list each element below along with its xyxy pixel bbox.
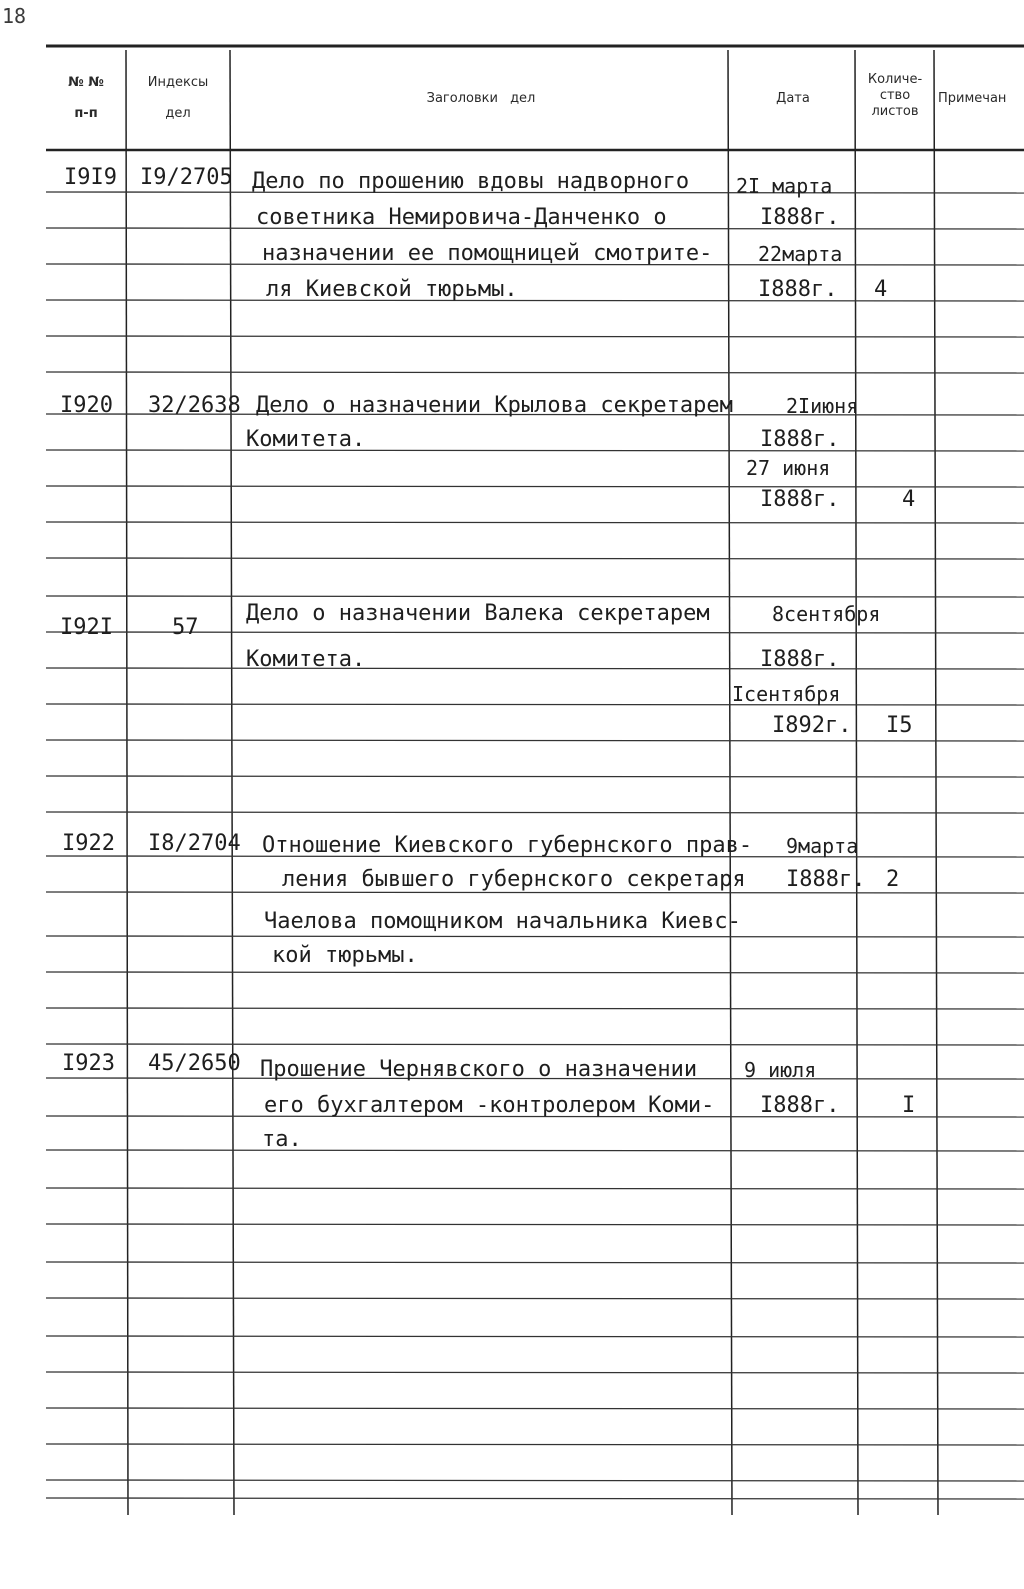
record-4-sheets: 2 [886, 867, 900, 892]
record-2-title-line-2: Комитета. [246, 427, 366, 452]
header-index-line2: дел [165, 106, 191, 121]
record-1-title-line-3: назначении ее помощницей смотрите- [262, 241, 713, 266]
record-4-index: I8/2704 [148, 831, 241, 856]
record-2-num: I920 [60, 393, 113, 418]
row-line [46, 972, 1024, 973]
record-1-date-line-1: 2I марта [736, 174, 833, 198]
record-4-num: I922 [62, 831, 115, 856]
header-note: Примечан [938, 91, 1007, 106]
record-5-sheets: I [902, 1093, 916, 1118]
row-line [46, 1044, 1024, 1045]
record-3-sheets: I5 [886, 713, 913, 738]
record-4-date-line-2: I888г. [786, 867, 866, 892]
record-4-date-line-1: 9марта [786, 834, 859, 858]
row-line [46, 776, 1024, 777]
header-count-line2: ство [879, 88, 911, 103]
record-3-title-line-1: Дело о назначении Валека секретарем [246, 601, 710, 626]
record-4-title-line-4: кой тюрьмы. [272, 943, 418, 968]
record-3-num: I92I [60, 615, 113, 640]
record-1-title-line-4: ля Киевской тюрьмы. [266, 277, 518, 302]
record-1-num: I9I9 [64, 165, 117, 190]
record-1-date-line-2: I888г. [760, 205, 840, 230]
row-line [46, 558, 1024, 559]
record-2-sheets: 4 [902, 487, 916, 512]
row-line [46, 1444, 1024, 1445]
record-5-title-line-3: та. [262, 1127, 302, 1152]
row-line [46, 486, 1024, 487]
record-3-date-line-1: 8сентября [772, 602, 881, 626]
record-5-index: 45/2650 [148, 1051, 241, 1076]
record-4-title-line-3: Чаелова помощником начальника Киевс- [264, 909, 741, 934]
record-4-title-line-2: ления бывшего губернского секретаря [282, 867, 746, 892]
record-3-title-line-2: Комитета. [246, 647, 366, 672]
record-1-title-line-1: Дело по прошению вдовы надворного [252, 169, 690, 194]
header-num-line2: п-п [74, 106, 98, 121]
record-5-title-line-2: его бухгалтером -контролером Коми- [264, 1093, 715, 1118]
record-3-date-line-3: Iсентября [732, 682, 841, 706]
record-1-sheets: 4 [874, 277, 888, 302]
row-line [46, 1298, 1024, 1299]
row-line [46, 668, 1024, 669]
record-5-title-line-1: Прошение Чернявского о назначении [260, 1057, 698, 1082]
header-num [56, 74, 116, 122]
row-line [46, 522, 1024, 523]
header-count-line3: листов [871, 104, 919, 119]
record-2-index: 32/2638 [148, 393, 241, 418]
header-index [130, 74, 226, 122]
record-2-date-line-1: 2Iиюня [786, 394, 859, 418]
row-line [46, 372, 1024, 373]
record-3-date-line-2: I888г. [760, 647, 840, 672]
record-4-title-line-1: Отношение Киевского губернского прав- [262, 833, 753, 858]
row-line [46, 1480, 1024, 1481]
row-line [46, 596, 1024, 597]
row-line [46, 704, 1024, 705]
row-line [46, 1336, 1024, 1337]
row-line [46, 1224, 1024, 1225]
row-line [46, 1188, 1024, 1189]
record-2-date-line-3: 27 июня [746, 456, 831, 480]
header-num-line1: № № [68, 75, 104, 90]
record-2-title-line-1: Дело о назначении Крылова секретарем [256, 393, 733, 418]
record-3-index: 57 [172, 615, 199, 640]
row-line [46, 1008, 1024, 1009]
row-line [46, 892, 1024, 893]
record-1-title-line-2: советника Немировича-Данченко о [256, 205, 667, 230]
row-line [46, 336, 1024, 337]
row-line [46, 936, 1024, 937]
record-1-index: I9/2705 [140, 165, 233, 190]
header-index-line1: Индексы [147, 75, 209, 90]
row-line [46, 1150, 1024, 1151]
record-3-date-line-4: I892г. [772, 713, 852, 738]
row-line [46, 1372, 1024, 1373]
record-5-date-line-2: I888г. [760, 1093, 840, 1118]
row-line [46, 1262, 1024, 1263]
row-line [46, 1408, 1024, 1409]
record-5-date-line-1: 9 июля [744, 1058, 817, 1082]
header-titles: Заголовки дел [426, 91, 536, 106]
record-5-num: I923 [62, 1051, 115, 1076]
record-1-date-line-4: I888г. [758, 277, 838, 302]
row-line [46, 1498, 1024, 1499]
row-line [46, 740, 1024, 741]
header-date: Дата [776, 91, 810, 106]
header-count [856, 72, 934, 120]
header-count-line1: Количе- [867, 72, 923, 87]
record-2-date-line-4: I888г. [760, 487, 840, 512]
row-line [46, 450, 1024, 451]
record-1-date-line-3: 22марта [758, 242, 843, 266]
row-line [46, 812, 1024, 813]
record-2-date-line-2: I888г. [760, 427, 840, 452]
page-number: 18 [2, 4, 27, 28]
